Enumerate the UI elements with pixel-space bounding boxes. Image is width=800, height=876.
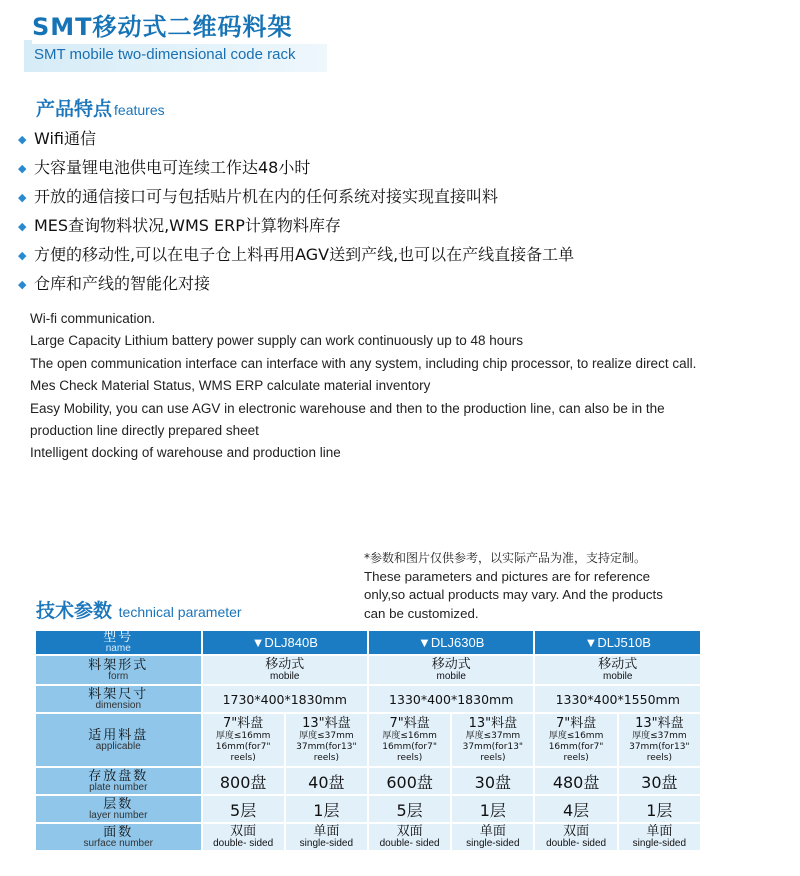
list-item: ◆ Wifi通信	[18, 124, 574, 153]
model-name: ▼DLJ510B	[535, 631, 700, 654]
list-item: Large Capacity Lithium battery power supply can work continuously up to 48 hours	[30, 333, 524, 349]
table-cell: 600盘	[369, 768, 450, 794]
table-cell: 800盘	[203, 768, 284, 794]
table-row	[36, 656, 700, 684]
table-row	[36, 714, 700, 766]
table-cell: 1730*400*1830mm	[203, 686, 367, 712]
spec-table	[34, 629, 702, 852]
row-label: 适用料盘 applicable	[36, 714, 201, 766]
list-item: ◆ 仓库和产线的智能化对接	[18, 269, 574, 298]
list-item: ◆ 方便的移动性,可以在电子仓上料再用AGV送到产线,也可以在产线直接备工单	[18, 240, 574, 269]
diamond-bullet-icon: ◆	[18, 278, 27, 291]
list-item: ◆ 开放的通信接口可与包括贴片机在内的任何系统对接实现直接叫料	[18, 182, 574, 211]
row-label: 面数 surface number	[36, 824, 201, 850]
table-row	[36, 631, 700, 654]
table-cell: 1330*400*1830mm	[369, 686, 533, 712]
diamond-bullet-icon: ◆	[18, 220, 27, 233]
page-title: SMT移动式二维码料架	[32, 10, 332, 44]
table-cell: 1330*400*1550mm	[535, 686, 700, 712]
table-cell: 单面 single-sided	[619, 824, 700, 850]
row-label: 层数 layer number	[36, 796, 201, 822]
table-cell: 移动式 mobile	[535, 656, 700, 684]
table-cell: 13"料盘 厚度≤37mm 37mm(for13" reels)	[286, 714, 367, 766]
list-item: production line directly prepared sheet	[30, 422, 259, 438]
table-cell: 30盘	[619, 768, 700, 794]
list-item: ◆ MES查询物料状况,WMS ERP计算物料库存	[18, 211, 574, 240]
table-row	[36, 686, 700, 712]
diamond-bullet-icon: ◆	[18, 249, 27, 262]
table-cell: 7"料盘 厚度≤16mm 16mm(for7" reels)	[203, 714, 284, 766]
features-heading	[36, 94, 165, 121]
list-item: Easy Mobility, you can use AGV in electronic warehouse and then to the production line, can also be in the	[30, 400, 665, 416]
table-cell: 7"料盘 厚度≤16mm 16mm(for7" reels)	[535, 714, 616, 766]
table-cell: 双面 double- sided	[535, 824, 616, 850]
model-label-cell: 型号 name	[36, 631, 201, 654]
model-name: ▼DLJ630B	[369, 631, 533, 654]
table-row	[36, 824, 700, 850]
table-cell: 移动式 mobile	[203, 656, 367, 684]
table-cell: 7"料盘 厚度≤16mm 16mm(for7" reels)	[369, 714, 450, 766]
list-item: Wi-fi communication.	[30, 311, 156, 326]
list-item: The open communication interface can interface with any system, including chip processor, to realize direct call.	[30, 355, 697, 371]
table-cell: 双面 double- sided	[203, 824, 284, 850]
table-cell: 4层	[535, 796, 616, 822]
disclaimer-en-line: These parameters and pictures are for reference	[364, 568, 651, 584]
disclaimer-zh: *参数和图片仅供参考，以实际产品为准，支持定制。	[364, 551, 647, 565]
features-heading-en: features	[114, 102, 165, 118]
table-cell: 5层	[203, 796, 284, 822]
disclaimer-en-line: can be customized.	[364, 605, 479, 621]
row-label: 料架形式 form	[36, 656, 201, 684]
list-item: Intelligent docking of warehouse and production line	[30, 445, 341, 461]
table-cell: 移动式 mobile	[369, 656, 533, 684]
table-cell: 5层	[369, 796, 450, 822]
diamond-bullet-icon: ◆	[18, 191, 27, 204]
table-cell: 480盘	[535, 768, 616, 794]
page-subtitle: SMT mobile two-dimensional code rack	[34, 46, 296, 63]
tech-heading-zh: 技术参数	[36, 600, 113, 622]
list-item: ◆ 大容量锂电池供电可连续工作达48小时	[18, 153, 574, 182]
model-name: ▼DLJ840B	[203, 631, 367, 654]
features-list-zh	[18, 124, 574, 298]
table-cell: 13"料盘 厚度≤37mm 37mm(for13" reels)	[619, 714, 700, 766]
table-row	[36, 768, 700, 794]
row-label: 存放盘数 plate number	[36, 768, 201, 794]
disclaimer-note	[364, 549, 744, 623]
table-cell: 单面 single-sided	[452, 824, 533, 850]
table-cell: 13"料盘 厚度≤37mm 37mm(for13" reels)	[452, 714, 533, 766]
table-cell: 1层	[286, 796, 367, 822]
features-heading-zh: 产品特点	[36, 98, 113, 120]
table-row	[36, 796, 700, 822]
table-cell: 双面 double- sided	[369, 824, 450, 850]
tech-heading	[36, 596, 242, 623]
table-cell: 1层	[452, 796, 533, 822]
list-item: Mes Check Material Status, WMS ERP calculate material inventory	[30, 378, 431, 394]
table-cell: 单面 single-sided	[286, 824, 367, 850]
table-cell: 40盘	[286, 768, 367, 794]
diamond-bullet-icon: ◆	[18, 133, 27, 146]
tech-heading-en: technical parameter	[118, 604, 242, 620]
diamond-bullet-icon: ◆	[18, 162, 27, 175]
disclaimer-en-line: only,so actual products may vary. And the products	[364, 587, 663, 602]
row-label: 料架尺寸 dimension	[36, 686, 201, 712]
table-cell: 1层	[619, 796, 700, 822]
table-cell: 30盘	[452, 768, 533, 794]
features-list-en	[30, 308, 696, 465]
